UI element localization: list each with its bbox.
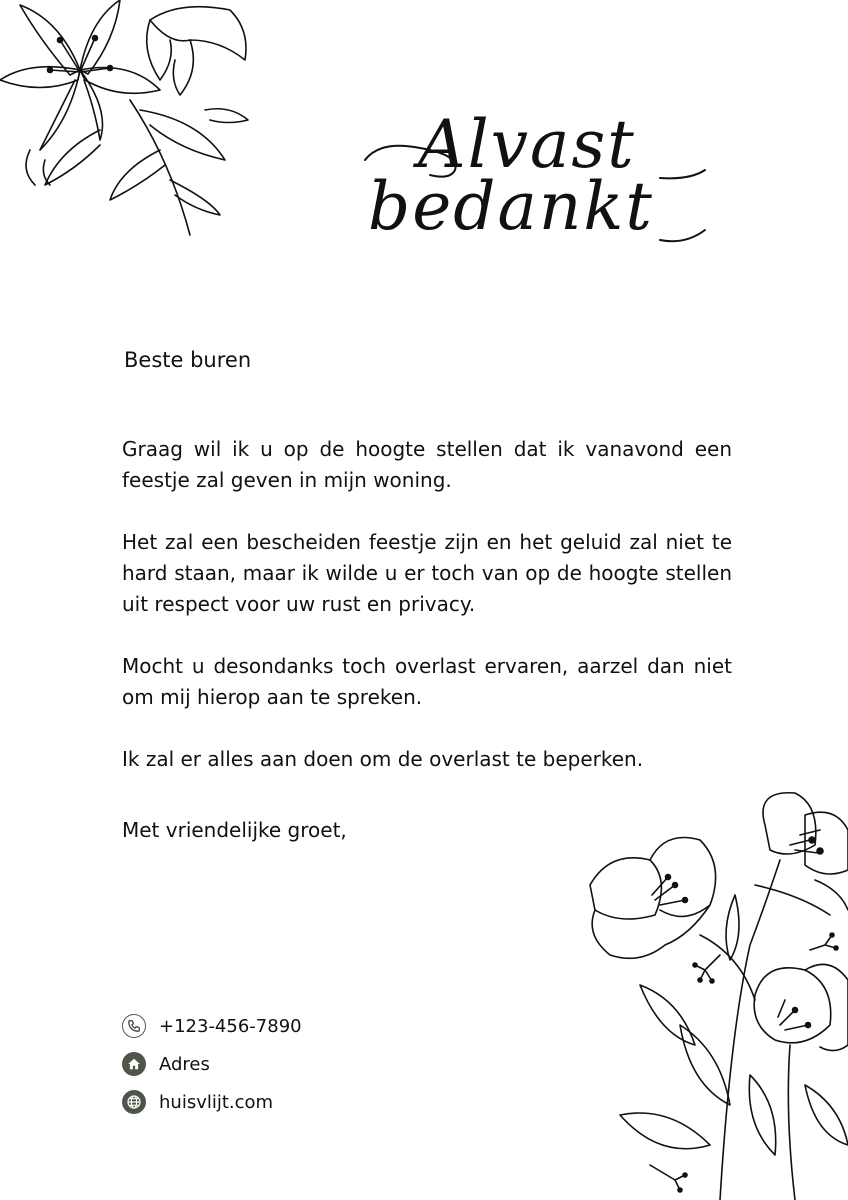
title-line-1: Alvast (418, 106, 636, 183)
phone-icon (122, 1014, 146, 1038)
lily-illustration (0, 0, 260, 240)
contact-list (122, 1013, 302, 1127)
globe-icon (122, 1090, 146, 1114)
title-line-2: bedankt (368, 168, 654, 245)
contact-website (122, 1089, 302, 1115)
home-icon (122, 1052, 146, 1076)
salutation: Beste buren (124, 348, 252, 372)
paragraph-2: Het zal een bescheiden feestje zijn en het geluid zal niet te hard staan, maar ik wilde u er toch van op de hoogte stellen uit respect voor uw rust en privacy. (122, 530, 732, 616)
paragraph-1: Graag wil ik u op de hoogte stellen dat ik vanavond een feestje zal geven in mijn woning. (122, 437, 732, 492)
paragraph-3: Mocht u desondanks toch overlast ervaren, aarzel dan niet om mij hierop aan te spreken. (122, 654, 732, 709)
phone-number: +123-456-7890 (159, 1015, 302, 1037)
poppy-illustration (580, 785, 848, 1200)
closing: Met vriendelijke groet, (122, 818, 347, 842)
paragraph-4: Ik zal er alles aan doen om de overlast te beperken. (122, 747, 644, 771)
website-link[interactable]: huisvlijt.com (159, 1091, 274, 1113)
page-title (360, 100, 710, 250)
contact-address (122, 1051, 302, 1077)
address-text: Adres (159, 1053, 210, 1075)
letter-body (122, 434, 732, 806)
contact-phone (122, 1013, 302, 1039)
